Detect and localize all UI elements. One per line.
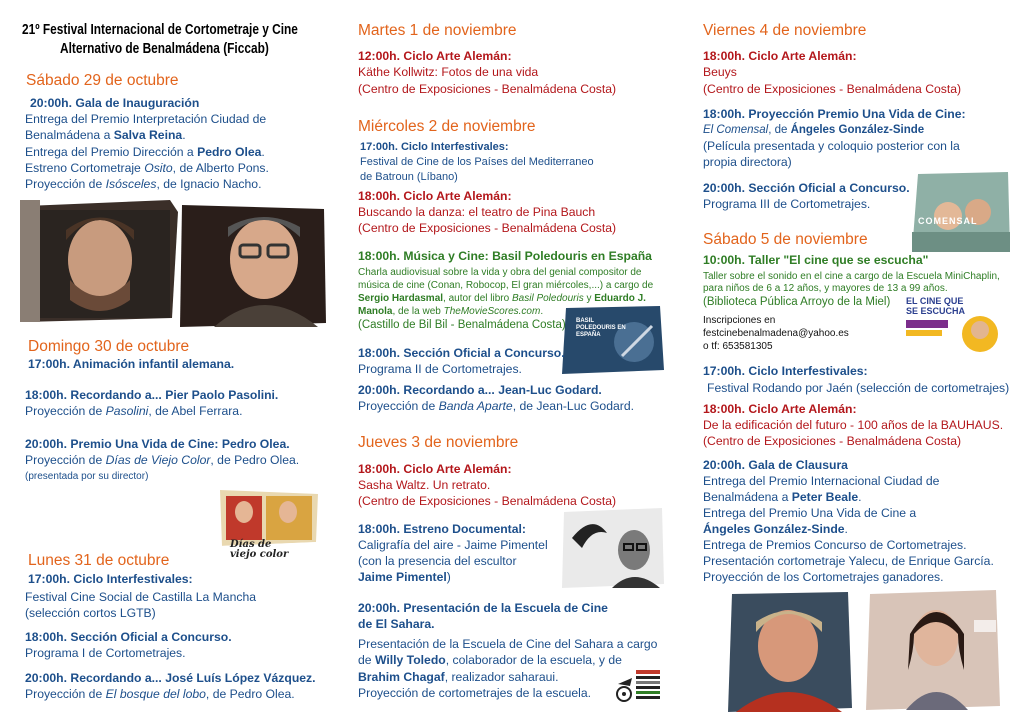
event-text: Festival Cine Social de Castilla La Mancha — [25, 590, 256, 604]
event-text: Proyección de Banda Aparte, de Jean-Luc Godard. — [358, 399, 634, 413]
event-title: 18:00h. Proyección Premio Una Vida de Cine: — [703, 107, 966, 121]
title-line-2: Alternativo de Benalmádena (Ficcab) — [60, 41, 269, 57]
event-text: Beuys — [703, 65, 737, 79]
day-heading-saturday-5: Sábado 5 de noviembre — [703, 231, 868, 248]
event-title: 20:00h. Gala de Inauguración — [30, 96, 200, 110]
event-venue: (Centro de Exposiciones - Benalmádena Costa) — [358, 221, 617, 235]
event-text: Sasha Waltz. Un retrato. — [358, 478, 491, 492]
event-title: 20:00h. Recordando a... Jean-Luc Godard. — [358, 383, 602, 397]
event-text: Presentación de la Escuela de Cine del Sahara a cargo — [358, 637, 658, 651]
event-text: Proyección de cortometrajes de la escuela. — [358, 686, 592, 700]
event-text: Proyección de El bosque del lobo, de Pedro Olea. — [25, 687, 295, 701]
event-title: 18:00h. Ciclo Arte Alemán: — [703, 402, 857, 416]
event-text: Festival Rodando por Jaén (selección de cortometrajes) — [707, 381, 1010, 395]
event-text: Jaime Pimentel) — [358, 570, 451, 584]
photo-jaime-pimentel — [562, 508, 664, 588]
event-text: De la edificación del futuro - 100 años de la BAUHAUS. — [703, 418, 1004, 432]
event-title: de El Sahara. — [358, 617, 435, 631]
event-text: Presentación cortometraje Yalecu, de Enrique García. — [703, 554, 994, 568]
title-line-1: 21º Festival Internacional de Cortometraje y Cine — [22, 22, 298, 38]
photo-salva-reina — [20, 200, 178, 322]
event-text: Entrega del Premio Una Vida de Cine a — [703, 506, 917, 520]
day-heading-tuesday-1: Martes 1 de noviembre — [358, 22, 517, 39]
event-title: 18:00h. Sección Oficial a Concurso. — [25, 630, 232, 644]
event-text: Inscripciones en — [703, 315, 776, 326]
event-title: 20:00h. Presentación de la Escuela de Cine — [358, 601, 608, 615]
photo-peter-beale — [726, 592, 852, 712]
event-text: de Willy Toledo, colaborador de la escuela, y de — [358, 653, 622, 667]
event-text: de Batroun (Líbano) — [360, 171, 458, 183]
event-title: 18:00h. Música y Cine: Basil Poledouris en España — [358, 249, 652, 263]
event-text: Ángeles González-Sinde. — [703, 522, 848, 536]
event-text: Programa II de Cortometrajes. — [358, 362, 522, 376]
event-text: Entrega del Premio Dirección a Pedro Olea. — [25, 145, 265, 159]
event-text: Sergio Hardasmal, autor del libro Basil Poledouris y Eduardo J. — [358, 293, 646, 304]
event-venue: (Biblioteca Pública Arroyo de la Miel) — [703, 296, 891, 308]
event-text: Charla audiovisual sobre la vida y obra del genial compositor de — [358, 267, 642, 278]
event-text: Festival de Cine de los Países del Mediterraneo — [360, 156, 594, 168]
event-text: (Película presentada y coloquio posterior con la — [703, 139, 960, 153]
day-heading-friday-4: Viernes 4 de noviembre — [703, 22, 867, 39]
event-title: 17:00h. Ciclo Interfestivales: — [703, 364, 868, 378]
event-text: Taller sobre el sonido en el cine a cargo de la Escuela MiniChaplin, — [703, 271, 1000, 282]
event-title: 17:00h. Animación infantil alemana. — [28, 357, 235, 371]
event-text: Entrega del Premio Interpretación Ciudad de — [25, 112, 267, 126]
event-text: El Comensal, de Ángeles González-Sinde — [703, 124, 925, 136]
event-text: Benalmádena a Salva Reina. — [25, 128, 186, 142]
contact-phone: o tf: 653581305 — [703, 341, 773, 352]
photo-pedro-olea — [178, 203, 326, 327]
contact-email: festcinebenalmadena@yahoo.es — [703, 328, 849, 339]
event-text: Caligrafía del aire - Jaime Pimentel — [358, 538, 548, 552]
event-title: 20:00h. Recordando a... José Luís López Vázquez. — [25, 671, 316, 685]
event-text: Proyección de Pasolini, de Abel Ferrara. — [25, 404, 243, 418]
day-heading-thursday-3: Jueves 3 de noviembre — [358, 434, 519, 451]
event-venue: (Centro de Exposiciones - Benalmádena Costa) — [358, 494, 617, 508]
event-text: Programa I de Cortometrajes. — [25, 646, 186, 660]
poster-el-cine-que-se-escucha — [902, 294, 1006, 358]
event-venue: (Centro de Exposiciones - Benalmádena Costa) — [703, 434, 962, 448]
poster-dias-de-viejo-color — [218, 490, 320, 566]
day-heading-monday-31: Lunes 31 de octubre — [28, 552, 170, 569]
event-title: 18:00h. Estreno Documental: — [358, 522, 526, 536]
efa-sahara-logo — [614, 666, 662, 706]
event-text: Buscando la danza: el teatro de Pina Bauch — [358, 205, 596, 219]
event-title: 17:00h. Ciclo Interfestivales: — [28, 572, 193, 586]
event-title: 18:00h. Ciclo Arte Alemán: — [358, 462, 512, 476]
event-text: Benalmádena a Peter Beale. — [703, 490, 862, 504]
poster-caption: Días de viejo color — [230, 539, 289, 560]
event-text: (selección cortos LGTB) — [25, 606, 156, 620]
event-title: 17:00h. Ciclo Interfestivales: — [360, 141, 509, 153]
event-text: Entrega de Premios Concurso de Cortometrajes. — [703, 538, 967, 552]
event-text: Entrega del Premio Internacional Ciudad de — [703, 474, 940, 488]
event-venue: (Centro de Exposiciones - Benalmádena Costa) — [703, 82, 962, 96]
event-title: 20:00h. Premio Una Vida de Cine: Pedro Olea. — [25, 437, 290, 451]
day-heading-saturday-29: Sábado 29 de octubre — [26, 72, 179, 89]
event-text: Brahim Chagaf, realizador saharaui. — [358, 670, 559, 684]
event-title: 12:00h. Ciclo Arte Alemán: — [358, 49, 512, 63]
event-text: Proyección de Días de Viejo Color, de Pedro Olea. — [25, 453, 300, 467]
poster-el-comensal — [912, 172, 1010, 252]
day-heading-sunday-30: Domingo 30 de octubre — [28, 338, 190, 355]
event-title: 20:00h. Sección Oficial a Concurso. — [703, 181, 910, 195]
poster-taller-text: EL CINE QUE SE ESCUCHA — [906, 296, 966, 316]
event-venue: (Castillo de Bil Bil - Benalmádena Costa) — [358, 319, 566, 331]
book-cover-text: BASIL POLEDOURIS EN ESPAÑA — [576, 318, 626, 338]
event-text: Käthe Kollwitz: Fotos de una vida — [358, 65, 539, 79]
event-title: 18:00h. Sección Oficial a Concurso. — [358, 346, 565, 360]
event-title: 18:00h. Recordando a... Pier Paolo Pasolini. — [25, 388, 279, 402]
event-text: Proyección de los Cortometrajes ganadores. — [703, 570, 944, 584]
event-text: Proyección de Isósceles, de Ignacio Nacho. — [25, 177, 262, 191]
event-title: 20:00h. Gala de Clausura — [703, 458, 848, 472]
event-text: Manola, de la web TheMovieScores.com. — [358, 306, 544, 317]
book-cover-basil-poledouris — [562, 306, 664, 374]
event-text: para niños de 6 a 12 años, y mayores de 13 a 99 años. — [703, 283, 948, 294]
poster-comensal-text: COMENSAL — [918, 216, 978, 226]
event-venue: (Centro de Exposiciones - Benalmádena Costa) — [358, 82, 617, 96]
event-text: propia directora) — [703, 155, 792, 169]
event-text: (con la presencia del escultor — [358, 554, 517, 568]
event-title: 18:00h. Ciclo Arte Alemán: — [358, 189, 512, 203]
event-title: 10:00h. Taller "El cine que se escucha" — [703, 253, 929, 267]
photo-angeles-gonzalez-sinde — [866, 590, 1000, 710]
event-text: música de cine (Conan, Robocop, El gran miércoles,...) a cargo de — [358, 280, 654, 291]
event-text: Programa III de Cortometrajes. — [703, 197, 871, 211]
day-heading-wednesday-2: Miércoles 2 de noviembre — [358, 118, 536, 135]
event-note: (presentada por su director) — [25, 471, 149, 482]
event-title: 18:00h. Ciclo Arte Alemán: — [703, 49, 857, 63]
event-text: Estreno Cortometraje Osito, de Alberto Pons. — [25, 161, 269, 175]
